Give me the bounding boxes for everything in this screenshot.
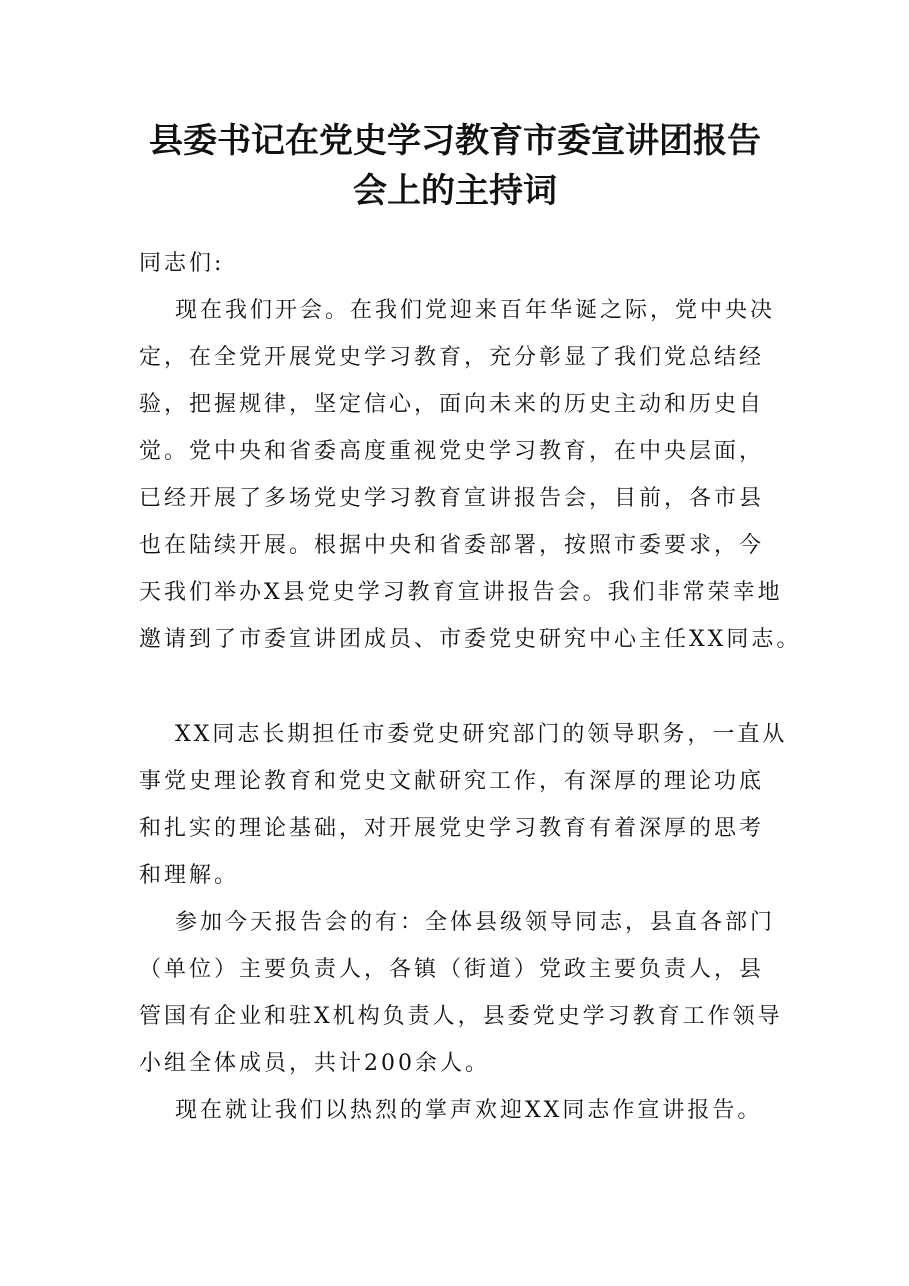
document-title xyxy=(140,116,770,216)
paragraph-speaker-intro xyxy=(139,711,799,899)
document-body xyxy=(139,240,802,1134)
paragraph-line: 天我们举办X县党史学习教育宣讲报告会。我们非常荣幸地 xyxy=(139,580,783,605)
title-line-1: 县委书记在党史学习教育市委宣讲团报告 xyxy=(149,121,761,161)
paragraph-line: 定，在全党开展党史学习教育，充分彰显了我们党总结经 xyxy=(139,345,765,370)
paragraph-line: 事党史理论教育和党史文献研究工作，有深厚的理论功底 xyxy=(139,769,765,794)
salutation: 同志们: xyxy=(139,251,225,276)
paragraph-line: 现在我们开会。在我们党迎来百年华诞之际，党中央决 xyxy=(175,298,776,323)
paragraph-line: （单位）主要负责人，各镇（街道）党政主要负责人，县 xyxy=(139,957,765,982)
paragraph-spacer xyxy=(139,663,799,711)
paragraph-line: 管国有企业和驻X机构负责人，县委党史学习教育工作领导 xyxy=(139,1004,783,1029)
paragraph-opening xyxy=(139,287,802,663)
paragraph-line: 小组全体成员，共计200余人。 xyxy=(139,1051,490,1076)
paragraph-line: XX同志长期担任市委党史研究部门的领导职务，一直从 xyxy=(175,722,788,747)
paragraph-line: 现在就让我们以热烈的掌声欢迎XX同志作宣讲报告。 xyxy=(175,1098,763,1123)
paragraph-line: 和扎实的理论基础，对开展党史学习教育有着深厚的思考 xyxy=(139,816,765,841)
paragraph-line: 已经开展了多场党史学习教育宣讲报告会，目前，各市县 xyxy=(139,486,765,511)
paragraph-line: 验，把握规律，坚定信心，面向未来的历史主动和历史自 xyxy=(139,392,765,417)
paragraph-line: 邀请到了市委宣讲团成员、市委党史研究中心主任XX同志。 xyxy=(139,627,802,652)
paragraph-line: 参加今天报告会的有：全体县级领导同志，县直各部门 xyxy=(175,910,776,935)
paragraph-line: 和理解。 xyxy=(139,863,240,888)
paragraph-line: 也在陆续开展。根据中央和省委部署，按照市委要求，今 xyxy=(139,533,765,558)
paragraph-attendees xyxy=(139,899,799,1087)
paragraph-line: 觉。党中央和省委高度重视党史学习教育，在中央层面， xyxy=(139,439,765,464)
paragraph-closing xyxy=(139,1087,799,1134)
title-line-2: 会上的主持词 xyxy=(353,171,557,211)
